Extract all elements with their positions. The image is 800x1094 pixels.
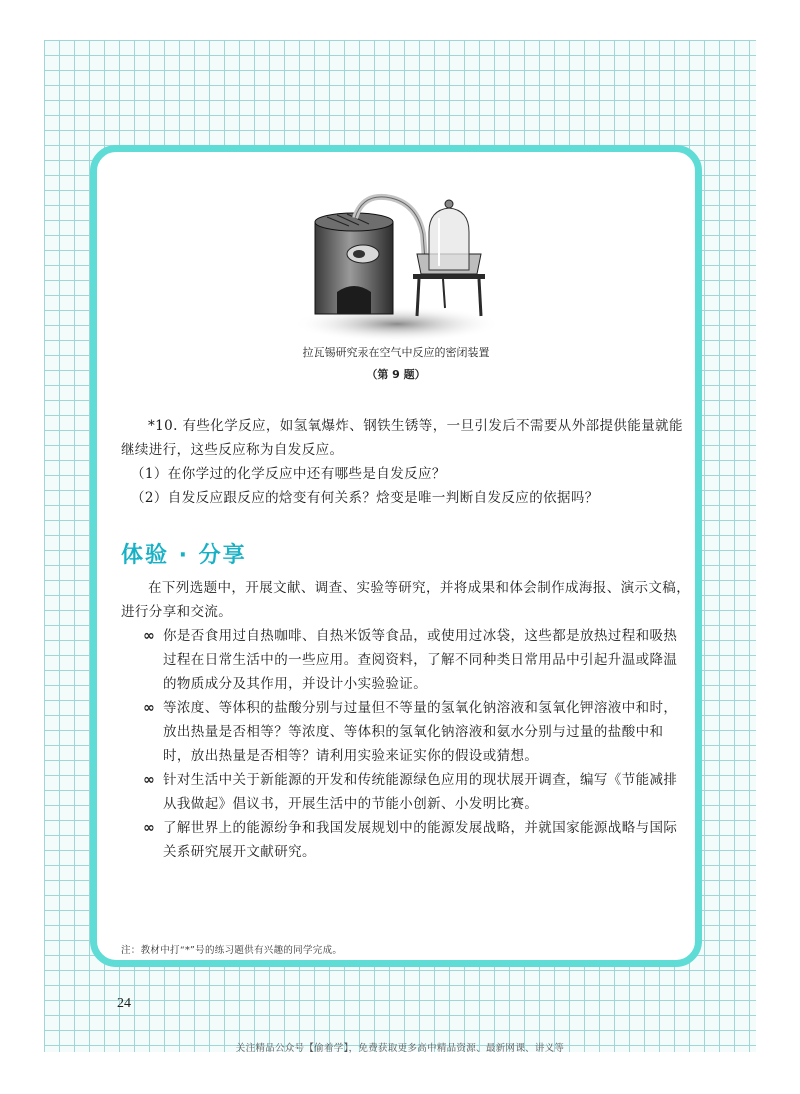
footnote: 注：教材中打“*”号的练习题供有兴趣的同学完成。	[121, 945, 343, 956]
question-10	[121, 414, 691, 510]
content-card	[90, 145, 702, 967]
infinity-bullet-icon: ∞	[143, 820, 156, 836]
list-item-text: 了解世界上的能源纷争和我国发展规划中的能源发展战略，并就国家能源战略与国际关系研究展开文献研究。	[163, 820, 678, 860]
figure-caption: 拉瓦锡研究汞在空气中反应的密闭装置	[302, 346, 490, 359]
question-part-1: （1）在你学过的化学反应中还有哪些是自发反应？	[131, 466, 446, 482]
topic-list	[121, 624, 691, 864]
section-intro: 在下列选题中，开展文献、调查、实验等研究，并将成果和体会制作成海报、演示文稿，进行分享和交流。	[121, 580, 691, 620]
list-item-text: 你是否食用过自热咖啡、自热米饭等食品，或使用过冰袋，这些都是放热过程和吸热过程在日常生活中的一些应用。查阅资料，了解不同种类日常用品中引起升温或降温的物质成分及其作用，并设计小实验验证。	[163, 628, 678, 692]
list-item	[121, 624, 691, 696]
section-body	[121, 576, 691, 864]
list-item	[121, 696, 691, 768]
page-number: 24	[117, 996, 131, 1011]
list-item-text: 等浓度、等体积的盐酸分别与过量但不等量的氢氧化钠溶液和氢氧化钾溶液中和时，放出热量是否相等？等浓度、等体积的氢氧化钠溶液和氨水分别与过量的盐酸中和时，放出热量是否相等？请利用实验来证实你的假设或猜想。	[163, 700, 678, 764]
lavoisier-apparatus-figure	[97, 192, 695, 392]
list-item-text: 针对生活中关于新能源的开发和传统能源绿色应用的现状展开调查，编写《节能减排从我做起》倡议书，开展生活中的节能小创新、小发明比赛。	[163, 772, 678, 812]
figure-label: （第 9 题）	[366, 368, 426, 381]
list-item	[121, 816, 691, 864]
section-title: 体验 · 分享	[121, 543, 247, 568]
footer-promo-text: 关注精品公众号【偷着学】，免费获取更多高中精品资源、最新网课、讲义等	[235, 1043, 565, 1054]
lavoisier-apparatus-illustration	[293, 192, 505, 344]
infinity-bullet-icon: ∞	[143, 772, 156, 788]
infinity-bullet-icon: ∞	[143, 628, 156, 644]
question-intro: *10. 有些化学反应，如氢氧爆炸、钢铁生锈等，一旦引发后不需要从外部提供能量就能继续进行，这些反应称为自发反应。	[121, 418, 683, 458]
question-part-2: （2）自发反应跟反应的焓变有何关系？焓变是唯一判断自发反应的依据吗？	[131, 490, 599, 506]
list-item	[121, 768, 691, 816]
infinity-bullet-icon: ∞	[143, 700, 156, 716]
